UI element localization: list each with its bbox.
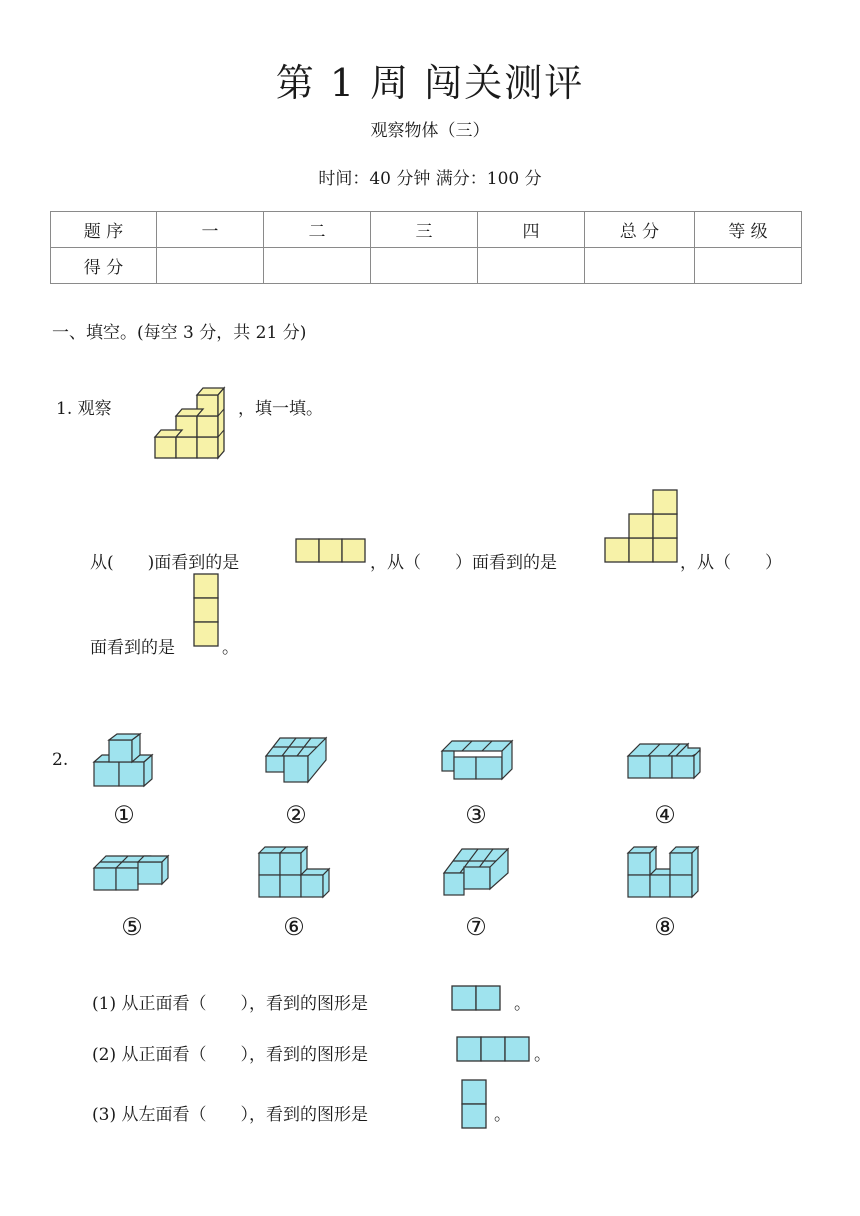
q2-sub3-text[interactable]: (3) 从左面看（ ），看到的图形是 — [92, 1105, 368, 1125]
q1-view-three-column — [193, 573, 221, 649]
score-header-cell: 题 序 — [51, 212, 157, 248]
score-header-cell: 二 — [264, 212, 371, 248]
q2-label-3: ③ — [465, 801, 487, 829]
q1-part-a3[interactable]: ，从（ ） — [680, 553, 782, 573]
q1-view-three-in-row — [295, 538, 369, 566]
page-subtitle: 观察物体（三） — [370, 121, 490, 141]
q2-sub1-view-two-in-row — [451, 985, 503, 1013]
q2-figure-5 — [90, 850, 176, 896]
q1-period: 。 — [222, 638, 239, 658]
score-cell[interactable] — [694, 248, 801, 284]
q2-sub1-text[interactable]: (1) 从正面看（ ），看到的图形是 — [92, 994, 368, 1014]
section-1-heading: 一、填空。(每空 3 分，共 21 分) — [52, 323, 307, 343]
score-cell[interactable] — [371, 248, 478, 284]
score-cell[interactable] — [157, 248, 264, 284]
q2-figure-8 — [624, 843, 706, 901]
q2-label-5: ⑤ — [121, 913, 143, 941]
score-header-cell: 一 — [157, 212, 264, 248]
q2-figure-3 — [438, 738, 518, 784]
score-row-label: 得 分 — [51, 248, 157, 284]
q2-sub2-period: 。 — [534, 1045, 551, 1065]
q1-prefix: 1. 观察 — [56, 399, 112, 419]
q2-figure-1 — [90, 732, 160, 788]
q1-suffix: ，填一填。 — [238, 399, 323, 419]
q1-part-a1[interactable]: 从( )面看到的是 — [90, 553, 240, 573]
q2-label-2: ② — [285, 801, 307, 829]
q2-label-4: ④ — [654, 801, 676, 829]
score-header-cell: 四 — [478, 212, 585, 248]
q2-figure-7 — [440, 845, 514, 901]
q2-label-7: ⑦ — [465, 913, 487, 941]
score-header-cell: 等 级 — [694, 212, 801, 248]
q2-sub1-period: 。 — [514, 994, 531, 1014]
score-cell[interactable] — [478, 248, 585, 284]
q2-label-1: ① — [113, 801, 135, 829]
q2-sub3-view-two-column — [461, 1079, 489, 1131]
q1-view-staircase — [604, 489, 680, 565]
score-cell[interactable] — [264, 248, 371, 284]
score-table-score-row — [51, 248, 802, 284]
q2-label-6: ⑥ — [283, 913, 305, 941]
q1-part-a2[interactable]: ，从（ ）面看到的是 — [370, 553, 557, 573]
score-table-header-row — [51, 212, 802, 248]
q2-figure-2 — [262, 734, 332, 786]
score-table — [50, 211, 802, 284]
page-title: 第 1 周 闯关测评 — [275, 61, 585, 105]
q2-sub2-text[interactable]: (2) 从正面看（ ），看到的图形是 — [92, 1045, 368, 1065]
score-cell[interactable] — [585, 248, 695, 284]
q2-figure-6 — [255, 843, 335, 901]
score-header-cell: 三 — [371, 212, 478, 248]
score-header-cell: 总 分 — [585, 212, 695, 248]
time-and-score-info: 时间：40 分钟 满分：100 分 — [318, 169, 542, 189]
q2-label-8: ⑧ — [654, 913, 676, 941]
q1-staircase-figure — [150, 382, 232, 462]
q2-number: 2. — [52, 750, 69, 770]
q2-figure-4 — [624, 738, 704, 784]
q2-sub2-view-three-in-row — [456, 1036, 532, 1064]
q1-part-b: 面看到的是 — [90, 638, 175, 658]
q2-sub3-period: 。 — [494, 1105, 511, 1125]
